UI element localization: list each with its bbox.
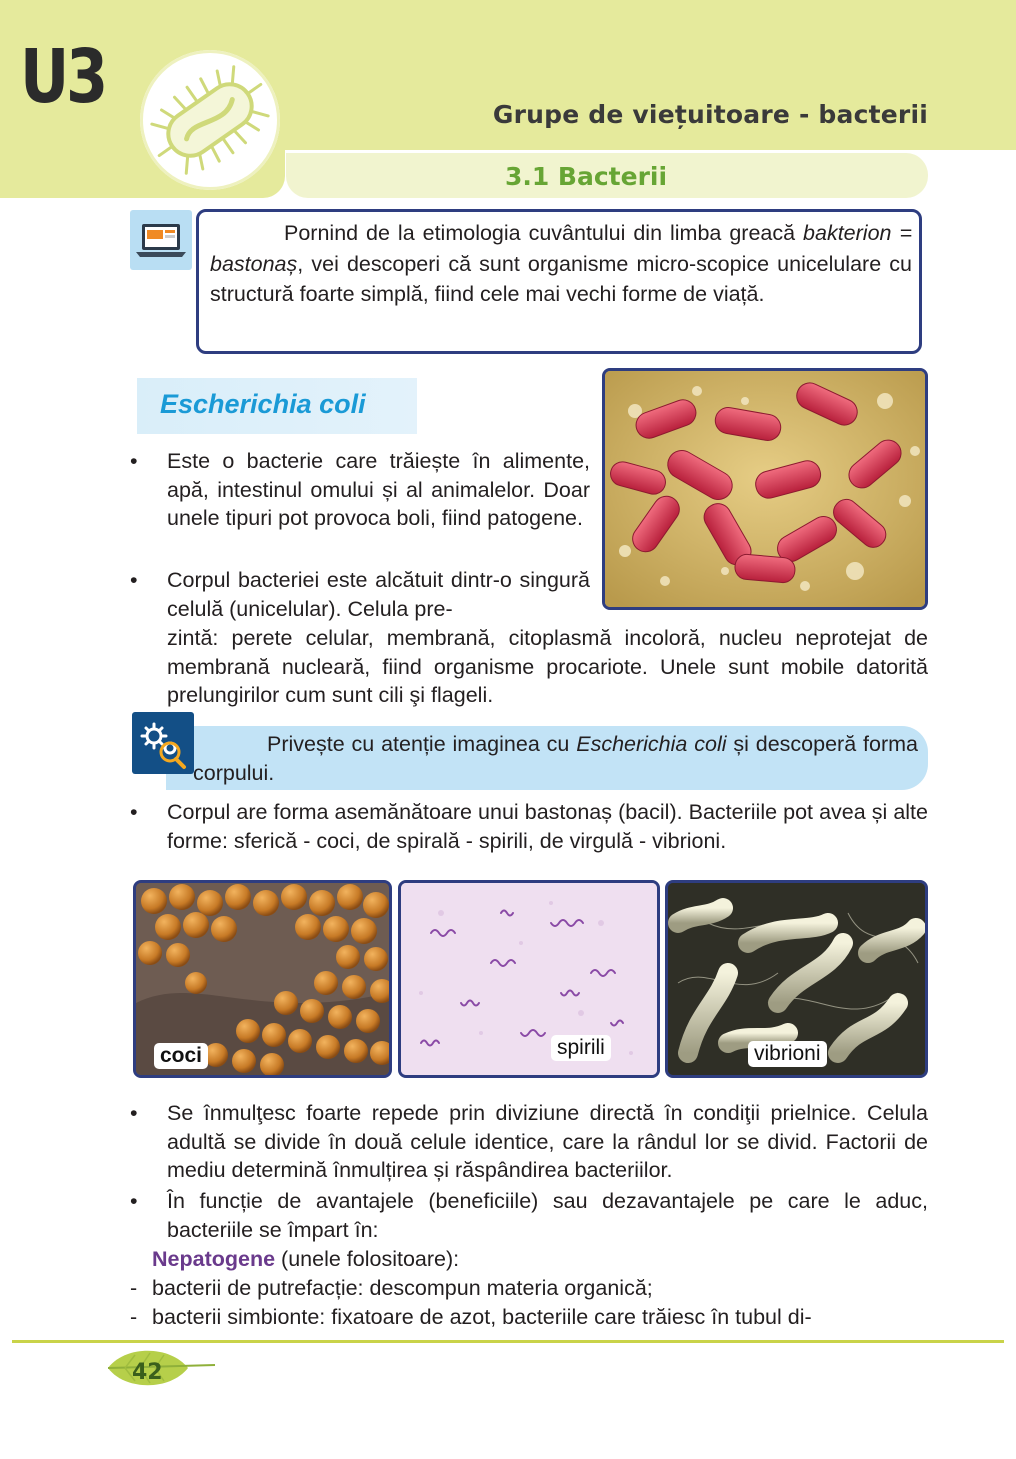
ecoli-title: Escherichia coli: [160, 389, 366, 419]
page-number: 42: [132, 1360, 163, 1385]
chapter-title: Grupe de viețuitoare - bacterii: [492, 100, 928, 129]
nepatogene-rest: (unele folositoare):: [275, 1247, 460, 1271]
coci-label: coci: [154, 1043, 208, 1069]
spirili-photo: [398, 880, 660, 1078]
dash-marker: -: [130, 1276, 138, 1300]
spirili-label: spirili: [551, 1035, 611, 1061]
bullet-dot: •: [130, 1101, 138, 1125]
observe-text-b: și descoperă forma corpului.: [193, 732, 918, 785]
bullet-dot: •: [130, 449, 138, 473]
reproduction-bullet-1: Se înmulţesc foarte repede prin diviziune directă în condiţii prielnice. Celula adultă se divide în două celule identice, care la rândul lor se divid. Factorii de mediu determină înmulțirea și răspândirea bacteriilor.: [167, 1101, 928, 1183]
reproduction-bullet-2: În funcție de avantajele (beneficiile) sau dezavantajele pe care le aduc, bacteriile se împart în:: [167, 1189, 928, 1242]
observe-text-a: Privește cu atenție imaginea cu: [267, 732, 570, 756]
vibrioni-photo: [665, 880, 928, 1078]
shape-bullet: Corpul are forma asemănătoare unui bastonaș (bacil). Bacteriile pot avea și alte forme: sferică - coci, de spirală - spirili, de virgulă - vibrioni.: [167, 800, 928, 853]
ecoli-bullet-2b: zintă: perete celular, membrană, citoplasmă incoloră, nucleu neprotejat de membrană nucleară, fiind organisme procariote. Unele sunt mobile datorită prelungirilor cum sunt cili şi flageli.: [167, 626, 928, 708]
unit-label: U3: [20, 34, 105, 120]
bacterium-emblem: [140, 50, 280, 190]
observe-text: [193, 730, 918, 788]
spirili-image: [401, 883, 657, 1075]
intro-text: [210, 218, 912, 310]
bullet-dot: •: [130, 1189, 138, 1213]
dash-marker: -: [130, 1305, 138, 1329]
coci-photo: [133, 880, 392, 1078]
ecoli-bullet-1: Este o bacterie care trăiește în alimente, apă, intestinul omului și al animalelor. Doar unele tipuri pot provoca boli, fiind patogene.: [167, 449, 590, 531]
intro-rest: , vei descoperi că sunt organisme micro-scopice unicelulare cu structură foarte simplă, fiind cele mai vechi forme de viață.: [210, 251, 912, 306]
nepatogene-heading: [152, 1245, 928, 1274]
nepatogene-item-1: bacterii de putrefacție: descompun materia organică;: [152, 1276, 653, 1300]
intro-line1: Pornind de la etimologia cuvântului din limba greacă: [284, 221, 796, 245]
vibrioni-label: vibrioni: [748, 1041, 827, 1067]
laptop-icon: [130, 210, 192, 270]
magnifier-gears-icon: [132, 712, 194, 774]
observe-text-em: Escherichia coli: [576, 732, 727, 756]
bullet-dot: •: [130, 568, 138, 592]
nepatogene-label: Nepatogene: [152, 1247, 276, 1271]
section-title: 3.1 Bacterii: [504, 162, 668, 191]
ecoli-bullet-2a: Corpul bacteriei este alcătuit dintr-o singură celulă (unicelular). Celula pre-: [167, 568, 590, 621]
nepatogene-item-2: bacterii simbionte: fixatoare de azot, bacteriile care trăiesc în tubul di-: [152, 1305, 812, 1329]
ecoli-image: [605, 371, 925, 607]
bacterium-icon: [140, 50, 280, 190]
intro-term: bakterion = bastonaș: [210, 221, 913, 276]
bullet-dot: •: [130, 800, 138, 824]
ecoli-photo: [602, 368, 928, 610]
